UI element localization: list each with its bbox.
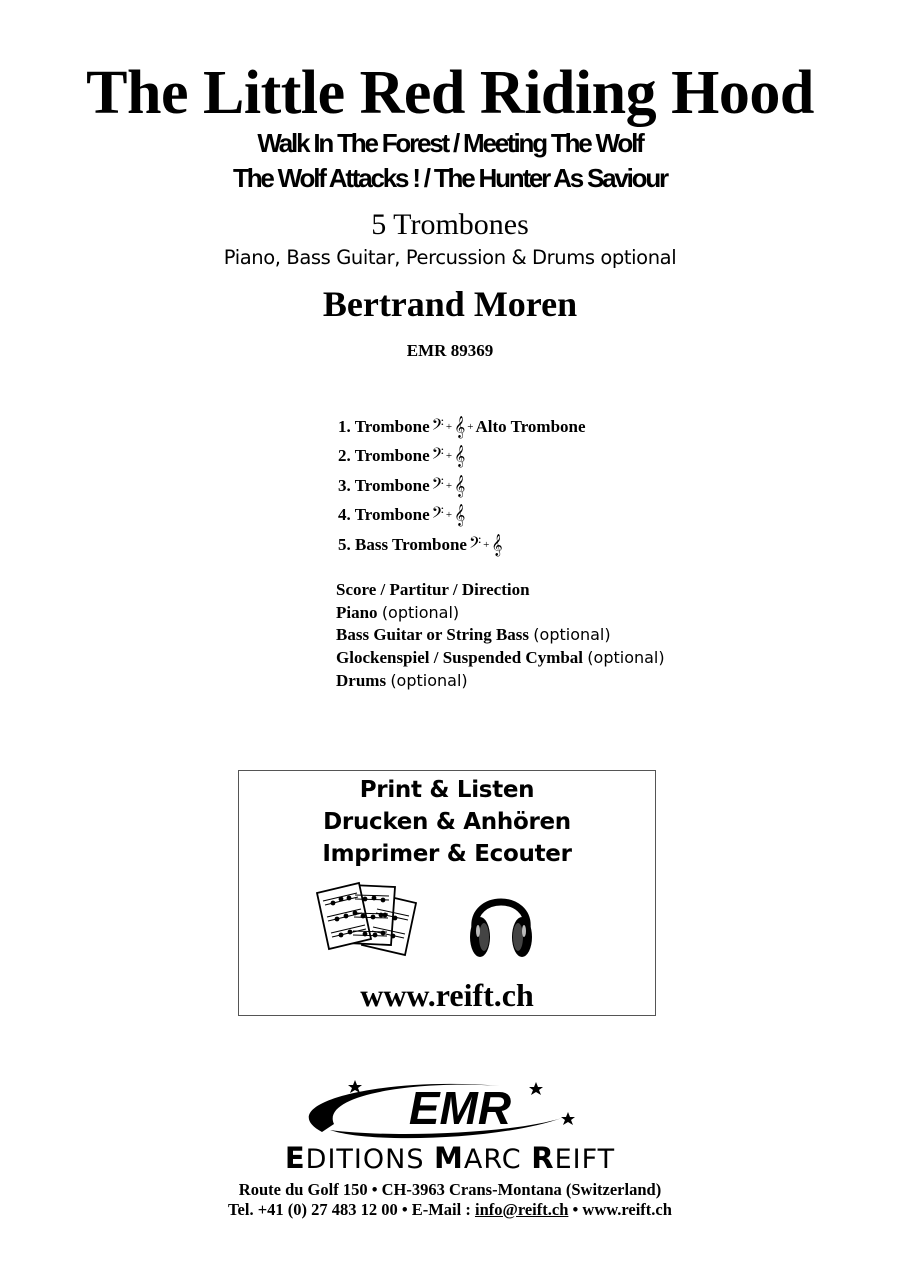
publisher-name-rest: EIFT	[554, 1144, 616, 1175]
bass-clef-icon: 𝄢	[431, 415, 444, 438]
plus-sign: +	[445, 450, 453, 463]
publisher-name	[0, 1141, 900, 1175]
instrumentation: 5 Trombones	[371, 208, 529, 241]
composer: Bertrand Moren	[322, 284, 578, 324]
extra-part-name: Drums	[336, 670, 387, 690]
bass-clef-icon: 𝄢	[468, 533, 482, 556]
extra-part-name: Piano	[336, 602, 378, 622]
publisher-name-rest: ARC	[463, 1144, 532, 1175]
extra-part-item	[336, 671, 665, 694]
subtitle-line-1: Walk In The Forest / Meeting The Wolf	[257, 128, 643, 158]
optional-instruments: Piano, Bass Guitar, Percussion & Drums optional	[223, 246, 677, 269]
publisher-contact	[0, 1200, 900, 1220]
bass-clef-icon: 𝄢	[431, 474, 444, 497]
part-label: 5. Bass Trombone	[338, 534, 467, 554]
extra-part-note: (optional)	[390, 670, 468, 690]
emr-logo	[300, 1074, 590, 1142]
extra-part-item	[336, 603, 665, 626]
bass-clef-icon: 𝄢	[431, 504, 444, 527]
part-label: 4. Trombone	[338, 505, 430, 525]
print-listen-line-de: Drucken & Anhören	[323, 809, 571, 835]
treble-clef-icon: 𝄞	[491, 533, 503, 556]
treble-clef-icon: 𝄞	[454, 445, 466, 468]
publisher-name-initial: M	[434, 1141, 464, 1175]
extra-part-item	[336, 648, 665, 671]
publisher-name-initial: R	[531, 1141, 555, 1175]
clef-group	[469, 534, 503, 556]
phone-text: Tel. +41 (0) 27 483 12 00 • E-Mail :	[228, 1200, 475, 1219]
print-listen-line-fr: Imprimer & Ecouter	[322, 841, 572, 867]
logo-text: EMR	[408, 1082, 512, 1134]
part-item	[338, 530, 586, 560]
print-listen-line-en: Print & Listen	[359, 777, 535, 803]
star-icon	[561, 1112, 575, 1125]
part-item	[338, 442, 586, 472]
part-label: 3. Trombone	[338, 475, 430, 495]
website-link[interactable]: www.reift.ch	[360, 977, 534, 1013]
catalog-number: EMR 89369	[406, 341, 494, 360]
publisher-name-rest: DITIONS	[305, 1144, 435, 1175]
extra-part-item	[336, 625, 665, 648]
extra-parts-list	[336, 580, 665, 693]
bass-clef-icon: 𝄢	[431, 445, 444, 468]
plus-sign: +	[445, 509, 453, 522]
title: The Little Red Riding Hood	[86, 59, 814, 127]
clef-group	[432, 504, 466, 526]
treble-clef-icon: 𝄞	[454, 415, 466, 438]
treble-clef-icon: 𝄞	[454, 474, 466, 497]
clef-group	[432, 475, 466, 497]
sheet-music-icon	[313, 879, 423, 961]
subtitle-line-2: The Wolf Attacks ! / The Hunter As Saviour	[233, 163, 667, 193]
part-item	[338, 412, 586, 442]
part-label: 1. Trombone	[338, 416, 430, 436]
plus-sign: +	[467, 420, 474, 433]
part-suffix: Alto Trombone	[475, 416, 586, 436]
parts-list	[338, 412, 586, 560]
treble-clef-icon: 𝄞	[454, 504, 466, 527]
print-listen-box	[238, 770, 656, 1016]
plus-sign: +	[445, 420, 453, 433]
plus-sign: +	[483, 538, 490, 551]
clef-group	[432, 416, 476, 438]
extra-part-note: (optional)	[533, 625, 611, 645]
web-text: • www.reift.ch	[568, 1200, 672, 1219]
star-icon	[529, 1082, 543, 1095]
email-link[interactable]: info@reift.ch	[474, 1200, 569, 1219]
part-item	[338, 501, 586, 531]
extra-part-name: Score / Partitur / Direction	[336, 580, 530, 599]
extra-part-note: (optional)	[381, 602, 460, 622]
star-icon	[348, 1080, 362, 1093]
publisher-address: Route du Golf 150 • CH-3963 Crans-Montana (Switzerland)	[238, 1180, 662, 1199]
part-label: 2. Trombone	[338, 446, 430, 466]
extra-part-name: Bass Guitar or String Bass	[336, 625, 530, 645]
extra-part-note: (optional)	[587, 648, 665, 668]
headphones-icon	[465, 883, 537, 963]
extra-part-name: Glockenspiel / Suspended Cymbal	[336, 648, 584, 668]
clef-group	[432, 445, 466, 467]
part-item	[338, 471, 586, 501]
publisher-name-initial: E	[284, 1141, 306, 1175]
plus-sign: +	[445, 479, 453, 492]
extra-part-item	[336, 580, 665, 603]
